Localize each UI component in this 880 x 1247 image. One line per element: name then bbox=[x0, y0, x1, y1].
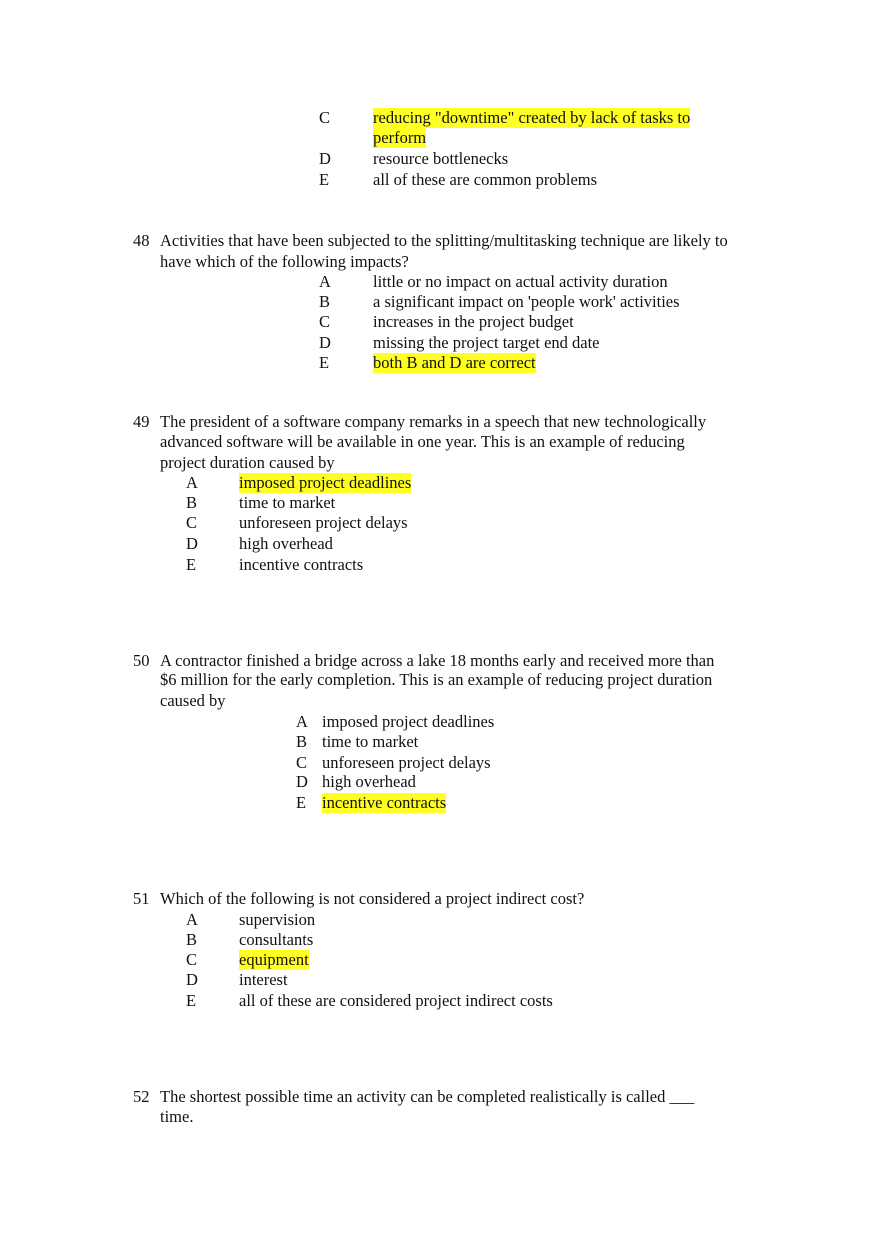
option-text: high overhead bbox=[322, 772, 416, 791]
option-text: increases in the project budget bbox=[373, 312, 574, 331]
option-letter: D bbox=[296, 772, 308, 791]
option-text: little or no impact on actual activity duration bbox=[373, 272, 668, 291]
question-text: have which of the following impacts? bbox=[160, 252, 409, 271]
option-letter: D bbox=[186, 534, 198, 553]
option-letter: E bbox=[296, 793, 307, 812]
option-letter: E bbox=[186, 991, 197, 1010]
question-text: $6 million for the early completion. This is an example of reducing project duration bbox=[160, 670, 713, 689]
option-letter: A bbox=[296, 712, 308, 731]
option-text: all of these are common problems bbox=[373, 170, 598, 189]
option-letter: B bbox=[186, 493, 198, 512]
option-text: missing the project target end date bbox=[373, 333, 600, 352]
option-text: high overhead bbox=[239, 534, 333, 553]
option-text: time to market bbox=[322, 732, 419, 751]
option-text: incentive contracts bbox=[239, 555, 364, 574]
option-text: imposed project deadlines bbox=[322, 712, 495, 731]
question-text: caused by bbox=[160, 691, 226, 710]
option-text-highlighted: imposed project deadlines bbox=[239, 473, 412, 492]
option-text: unforeseen project delays bbox=[239, 513, 408, 532]
question-number: 52 bbox=[133, 1087, 150, 1106]
question-text: The president of a software company remarks in a speech that new technologically bbox=[160, 412, 707, 431]
option-text: resource bottlenecks bbox=[373, 149, 509, 168]
option-text: time to market bbox=[239, 493, 336, 512]
question-text: Activities that have been subjected to the splitting/multitasking technique are likely to bbox=[160, 231, 728, 250]
question-number: 50 bbox=[133, 651, 150, 670]
option-letter: C bbox=[296, 753, 308, 772]
question-number: 48 bbox=[133, 231, 150, 250]
option-letter: D bbox=[319, 333, 331, 352]
option-letter: C bbox=[319, 312, 331, 331]
option-text-highlighted: equipment bbox=[239, 950, 309, 969]
option-letter: D bbox=[319, 149, 331, 168]
option-letter: B bbox=[296, 732, 308, 751]
option-letter: A bbox=[319, 272, 331, 291]
option-text: all of these are considered project indirect costs bbox=[239, 991, 553, 1010]
option-letter: B bbox=[186, 930, 198, 949]
option-letter: E bbox=[319, 170, 330, 189]
option-letter: A bbox=[186, 910, 198, 929]
question-number: 51 bbox=[133, 889, 150, 908]
question-number: 49 bbox=[133, 412, 150, 431]
question-text: time. bbox=[160, 1107, 194, 1126]
question-text: The shortest possible time an activity can be completed realistically is called ___ bbox=[160, 1087, 695, 1106]
question-text: A contractor finished a bridge across a lake 18 months early and received more than bbox=[160, 651, 715, 670]
option-text-highlighted: both B and D are correct bbox=[373, 353, 536, 372]
option-letter: B bbox=[319, 292, 331, 311]
option-letter: C bbox=[186, 513, 198, 532]
option-letter: D bbox=[186, 970, 198, 989]
option-letter: C bbox=[319, 108, 331, 127]
option-text: a significant impact on 'people work' activities bbox=[373, 292, 680, 311]
option-letter: A bbox=[186, 473, 198, 492]
option-letter: C bbox=[186, 950, 198, 969]
option-letter: E bbox=[319, 353, 330, 372]
question-text: project duration caused by bbox=[160, 453, 335, 472]
option-text: supervision bbox=[239, 910, 316, 929]
option-text: consultants bbox=[239, 930, 314, 949]
question-text: advanced software will be available in one year. This is an example of reducing bbox=[160, 432, 685, 451]
option-text-highlighted: reducing "downtime" created by lack of tasks to bbox=[373, 108, 691, 127]
option-letter: E bbox=[186, 555, 197, 574]
option-text-highlighted: incentive contracts bbox=[322, 793, 447, 812]
option-text: unforeseen project delays bbox=[322, 753, 491, 772]
option-text-highlighted: perform bbox=[373, 128, 427, 147]
question-text: Which of the following is not considered a project indirect cost? bbox=[160, 889, 585, 908]
option-text: interest bbox=[239, 970, 288, 989]
